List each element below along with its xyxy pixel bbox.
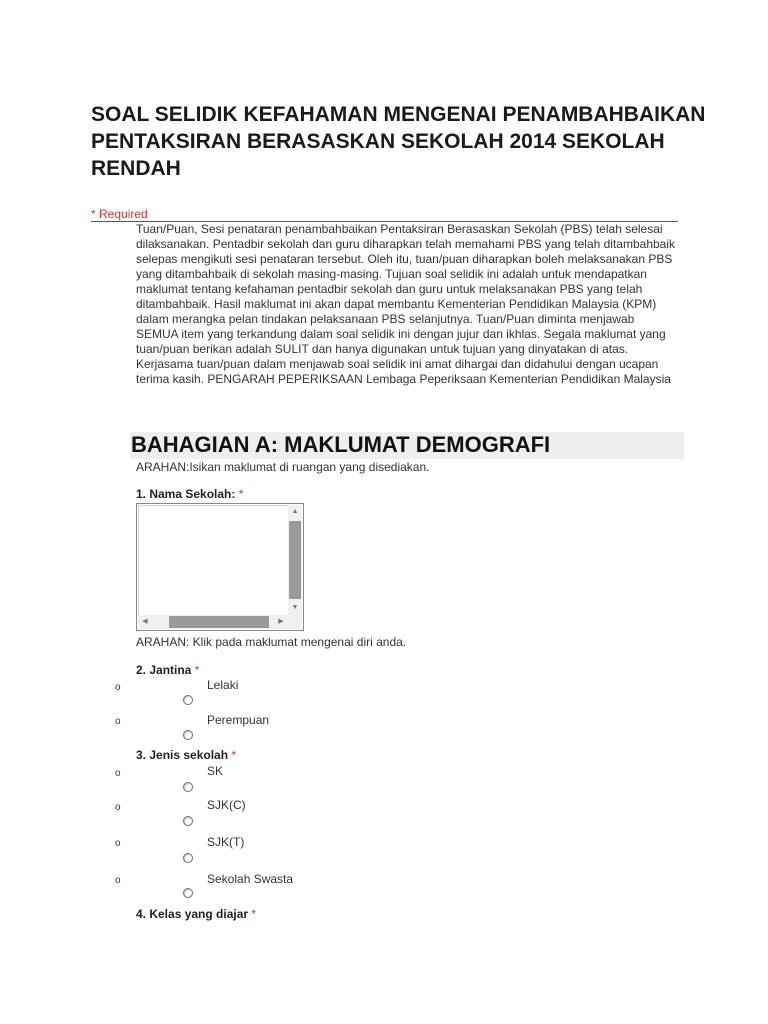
vertical-scrollbar[interactable]: [288, 505, 302, 615]
scrollbar-corner: [288, 615, 302, 629]
question-label-jenis-sekolah: [136, 748, 236, 763]
required-star: *: [251, 907, 257, 921]
list-bullet: o: [115, 802, 121, 813]
textarea-inner-border: [138, 505, 302, 629]
section-instruction: ARAHAN:Isikan maklumat di ruangan yang disediakan.: [136, 460, 430, 474]
required-star: *: [231, 748, 237, 762]
list-bullet: o: [115, 682, 121, 693]
section-title: BAHAGIAN A: MAKLUMAT DEMOGRAFI: [131, 432, 551, 457]
radio-sjk-t[interactable]: [183, 853, 193, 863]
required-star: *: [194, 663, 200, 677]
option-label-sjk-c: SJK(C): [207, 798, 246, 812]
option-label-lelaki: Lelaki: [207, 678, 239, 692]
horizontal-scroll-thumb[interactable]: [169, 616, 269, 628]
question-text: 1. Nama Sekolah:: [136, 487, 236, 501]
question-text: 3. Jenis sekolah: [136, 748, 229, 762]
question-label-kelas-yang-diajar: [136, 907, 256, 922]
option-label-sk: SK: [207, 764, 224, 778]
option-label-sekolah-swasta: Sekolah Swasta: [207, 872, 294, 886]
required-note: * Required: [91, 207, 148, 221]
form-description: Tuan/Puan, Sesi penataran penambahbaikan Pentaksiran Berasaskan Sekolah (PBS) telah selesai dilaksanakan. Pentadbir sekolah dan guru diharapkan telah memahami PBS yang telah ditambahbaik selepas mengikuti sesi penataran tersebut. Oleh itu, tuan/puan diharapkan boleh melaksanakan PBS yang ditambahbaik di sekolah masing-masing. Tujuan soal selidik ini adalah untuk mendapatkan maklumat tentang kefahaman pentadbir sekolah dan guru untuk melaksanakan PBS yang telah ditambahbaik. Hasil maklumat ini akan dapat membantu Kementerian Pendidikan Malaysia (KPM) dalam merangka pelan tindakan pelaksanaan PBS selanjutnya. Tuan/Puan diminta menjawab SEMUA item yang terkandung dalam soal selidik ini dengan jujur dan ikhlas. Segala maklumat yang tuan/puan berikan adalah SULIT dan hanya digunakan untuk tujuan yang dinyatakan di atas. Kerjasama tuan/puan dalam menjawab soal selidik ini amat dihargai dan didahului dengan ucapan terima kasih. PENGARAH PEPERIKSAAN Lembaga Peperiksaan Kementerian Pendidikan Malaysia: [136, 222, 676, 386]
question-text: 2. Jantina: [136, 663, 192, 677]
radio-perempuan[interactable]: [183, 730, 193, 740]
horizontal-scrollbar[interactable]: [138, 615, 288, 629]
question-label-jantina: [136, 663, 199, 678]
list-bullet: o: [115, 716, 121, 727]
radio-sk[interactable]: [183, 782, 193, 792]
radio-sjk-c[interactable]: [183, 816, 193, 826]
required-star: *: [238, 487, 244, 501]
nama-sekolah-textarea[interactable]: [136, 503, 304, 631]
option-label-sjk-t: SJK(T): [207, 835, 245, 849]
list-bullet: o: [115, 838, 121, 849]
radio-sekolah-swasta[interactable]: [183, 888, 193, 898]
section-instruction: ARAHAN: Klik pada maklumat mengenai diri anda.: [136, 635, 407, 649]
radio-lelaki[interactable]: [183, 695, 193, 705]
vertical-scroll-thumb[interactable]: [289, 521, 301, 599]
option-label-perempuan: Perempuan: [207, 713, 270, 727]
question-label-nama-sekolah: [136, 487, 243, 502]
scroll-right-icon[interactable]: ▶: [278, 618, 284, 625]
scroll-up-icon[interactable]: ▲: [291, 508, 299, 515]
scroll-left-icon[interactable]: ◀: [142, 618, 148, 625]
list-bullet: o: [115, 875, 121, 886]
list-bullet: o: [115, 768, 121, 779]
scroll-down-icon[interactable]: ▼: [291, 604, 299, 611]
question-text: 4. Kelas yang diajar: [136, 907, 249, 921]
form-title: SOAL SELIDIK KEFAHAMAN MENGENAI PENAMBAHBAIKAN PENTAKSIRAN BERASASKAN SEKOLAH 2014 SEKOLAH RENDAH: [91, 103, 706, 180]
